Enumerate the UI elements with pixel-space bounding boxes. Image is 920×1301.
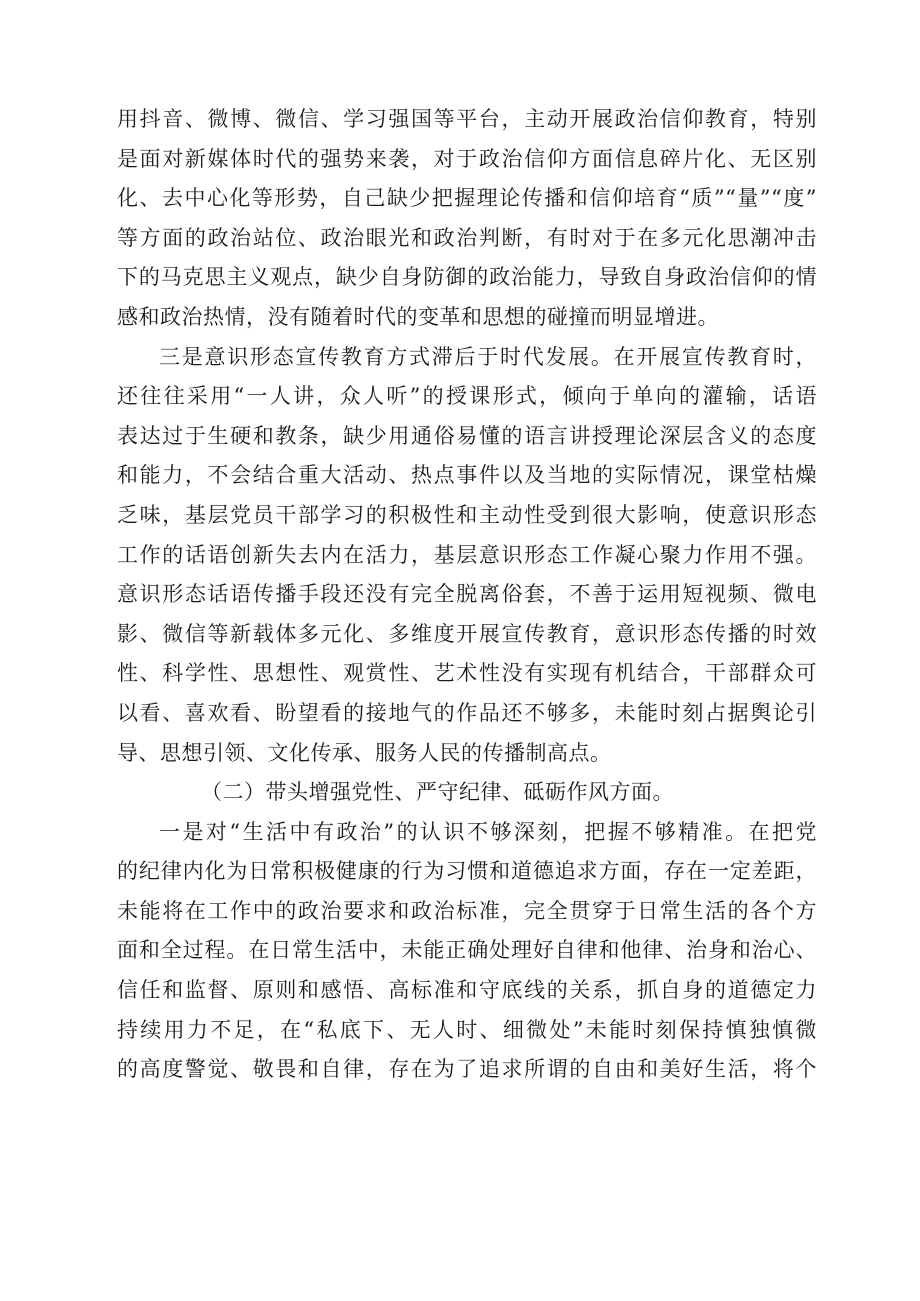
text-line: 乏味，基层党员干部学习的积极性和主动性受到很大影响，使意识形态 — [117, 502, 817, 527]
text-line: 性、科学性、思想性、观赏性、艺术性没有实现有机结合，干部群众可 — [117, 661, 817, 686]
text-line: 化、去中心化等形势，自己缺少把握理论传播和信仰培育“质”“量”“度” — [117, 186, 817, 211]
text-line: 一是对“生活中有政治”的认识不够深刻，把握不够精准。在把党 — [159, 819, 817, 844]
text-line: 的纪律内化为日常积极健康的行为习惯和道德追求方面，存在一定差距， — [117, 859, 817, 884]
text-line: 影、微信等新载体多元化、多维度开展宣传教育，意识形态传播的时效 — [117, 621, 817, 646]
text-line: 用抖音、微博、微信、学习强国等平台，主动开展政治信仰教育，特别 — [117, 107, 817, 131]
section-heading: （二）带头增强党性、严守纪律、砥砺作风方面。 — [201, 780, 674, 805]
body-text — [117, 100, 817, 1090]
text-line: 工作的话语创新失去内在活力，基层意识形态工作凝心聚力作用不强。 — [117, 542, 817, 567]
text-line: 三是意识形态宣传教育方式滞后于时代发展。在开展宣传教育时， — [159, 344, 817, 369]
text-line: 表达过于生硬和教条，缺少用通俗易懂的语言讲授理论深层含义的态度 — [117, 423, 817, 448]
text-line: 持续用力不足，在“私底下、无人时、细微处”未能时刻保持慎独慎微 — [117, 1017, 817, 1042]
text-line: 下的马克思主义观点，缺少自身防御的政治能力，导致自身政治信仰的情 — [117, 265, 817, 290]
text-line: 以看、喜欢看、盼望看的接地气的作品还不够多，未能时刻占据舆论引 — [117, 700, 817, 725]
text-line: 导、思想引领、文化传承、服务人民的传播制高点。 — [117, 740, 612, 765]
text-line: 面和全过程。在日常生活中，未能正确处理好自律和他律、治身和治心、 — [117, 938, 817, 963]
text-line: 等方面的政治站位、政治眼光和政治判断，有时对于在多元化思潮冲击 — [117, 225, 817, 250]
text-line: 未能将在工作中的政治要求和政治标准，完全贯穿于日常生活的各个方 — [117, 898, 817, 923]
text-line: 意识形态话语传播手段还没有完全脱离俗套，不善于运用短视频、微电 — [117, 582, 817, 607]
text-line: 信任和监督、原则和感悟、高标准和守底线的关系，抓自身的道德定力 — [117, 978, 817, 1003]
text-line: 是面对新媒体时代的强势来袭，对于政治信仰方面信息碎片化、无区别 — [117, 146, 817, 171]
text-line: 感和政治热情，没有随着时代的变革和思想的碰撞而明显增进。 — [117, 304, 719, 329]
text-line: 和能力，不会结合重大活动、热点事件以及当地的实际情况，课堂枯燥 — [117, 463, 817, 488]
text-line: 还往往采用“一人讲，众人听”的授课形式，倾向于单向的灌输，话语 — [117, 384, 817, 409]
text-line: 的高度警觉、敬畏和自律，存在为了追求所谓的自由和美好生活，将个 — [117, 1057, 817, 1082]
